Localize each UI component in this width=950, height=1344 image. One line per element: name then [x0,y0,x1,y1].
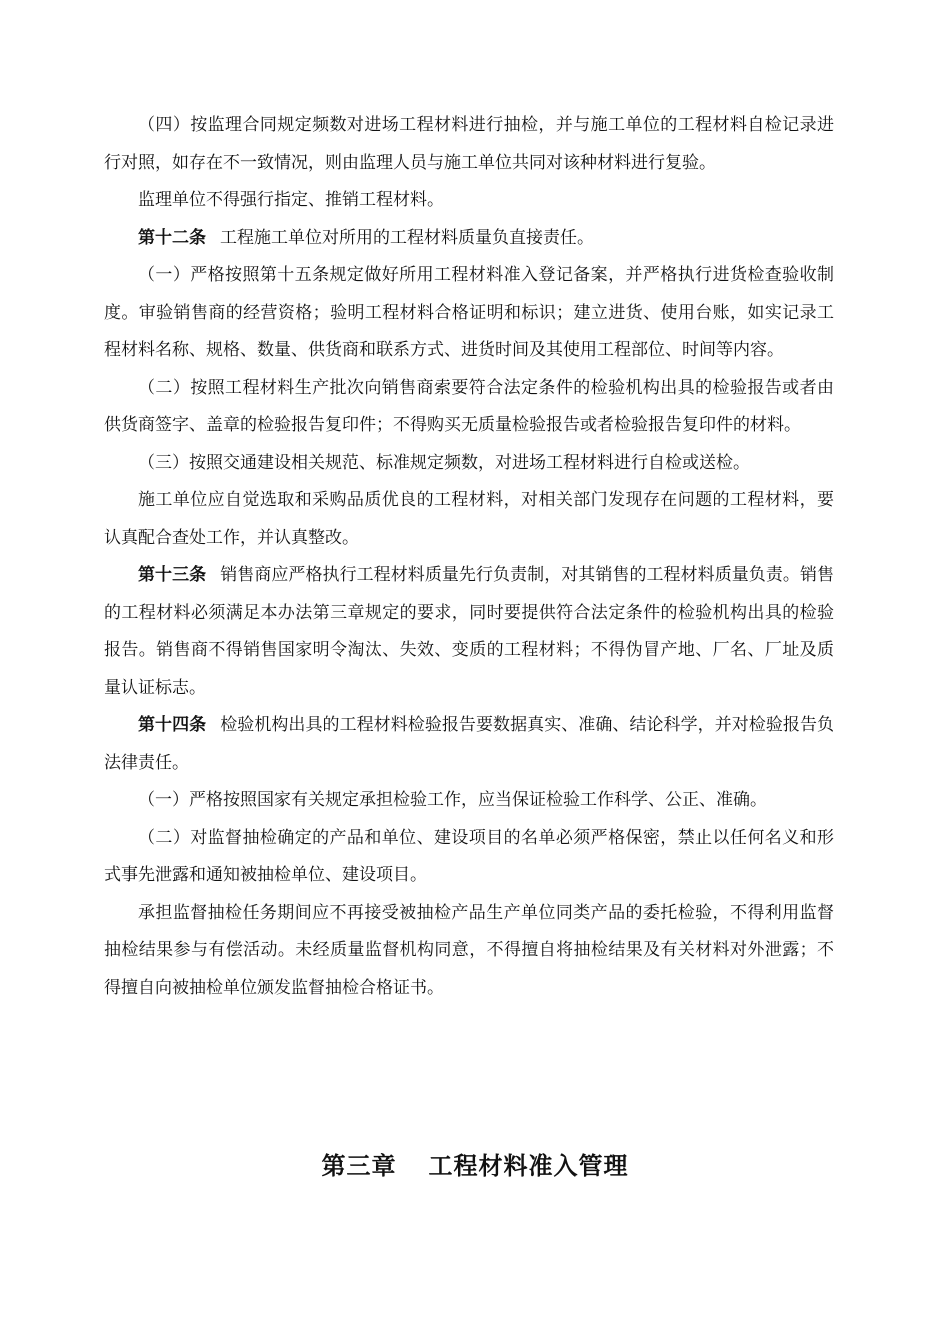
paragraph-7 [104,482,834,557]
paragraph-1 [104,107,834,182]
paragraph-12 [104,895,834,1008]
article-12 [104,220,834,258]
paragraph-text: 承担监督抽检任务期间应不再接受被抽检产品生产单位同类产品的委托检验，不得利用监督抽检结果参与有偿活动。未经质量监督机构同意，不得擅自将抽检结果及有关材料对外泄露；不得擅自向被抽检单位颁发监督抽检合格证书。 [104,902,834,998]
chapter-title: 工程材料准入管理 [428,1151,629,1180]
paragraph-text: 工程施工单位对所用的工程材料质量负直接责任。 [220,227,594,248]
paragraph-4 [104,257,834,370]
article-label: 第十三条 [138,565,207,585]
paragraph-text: 销售商应严格执行工程材料质量先行负责制，对其销售的工程材料质量负责。销售的工程材料必须满足本办法第三章规定的要求，同时要提供符合法定条件的检验机构出具的检验报告。销售商不得销售国家明令淘汰、失效、变质的工程材料；不得伪冒产地、厂名、厂址及质量认证标志。 [104,565,835,698]
article-label: 第十四条 [138,715,207,735]
paragraph-6 [104,445,834,483]
paragraph-11 [104,820,834,895]
paragraph-text: 施工单位应自觉选取和采购品质优良的工程材料，对相关部门发现存在问题的工程材料，要认真配合查处工作，并认真整改。 [104,490,834,548]
paragraph-text: （二）对监督抽检确定的产品和单位、建设项目的名单必须严格保密，禁止以任何名义和形式事先泄露和通知被抽检单位、建设项目。 [104,827,834,885]
article-label: 第十二条 [138,227,206,248]
chapter-heading [0,1146,950,1186]
paragraph-text: （三）按照交通建设相关规范、标准规定频数，对进场工程材料进行自检或送检。 [138,452,750,473]
paragraph-text: （四）按监理合同规定频数对进场工程材料进行抽检，并与施工单位的工程材料自检记录进行对照，如存在不一致情况，则由监理人员与施工单位共同对该种材料进行复验。 [104,115,834,173]
article-13 [104,557,834,707]
paragraph-text: 监理单位不得强行指定、推销工程材料。 [138,190,444,210]
paragraph-text: （一）严格按照国家有关规定承担检验工作，应当保证检验工作科学、公正、准确。 [138,790,767,810]
paragraph-text: （一）严格按照第十五条规定做好所用工程材料准入登记备案，并严格执行进货检查验收制度。审验销售商的经营资格；验明工程材料合格证明和标识；建立进货、使用台账，如实记录工程材料名称、规格、数量、供货商和联系方式、进货时间及其使用工程部位、时间等内容。 [104,265,834,360]
chapter-number: 第三章 [321,1151,397,1180]
paragraph-5 [104,370,834,445]
paragraph-text: （二）按照工程材料生产批次向销售商索要符合法定条件的检验机构出具的检验报告或者由供货商签字、盖章的检验报告复印件；不得购买无质量检验报告或者检验报告复印件的材料。 [104,377,834,435]
paragraph-10 [104,782,834,820]
paragraph-2 [104,182,834,220]
article-14 [104,707,834,782]
paragraph-text: 检验机构出具的工程材料检验报告要数据真实、准确、结论科学，并对检验报告负法律责任。 [104,715,835,773]
document-body [104,107,834,1007]
